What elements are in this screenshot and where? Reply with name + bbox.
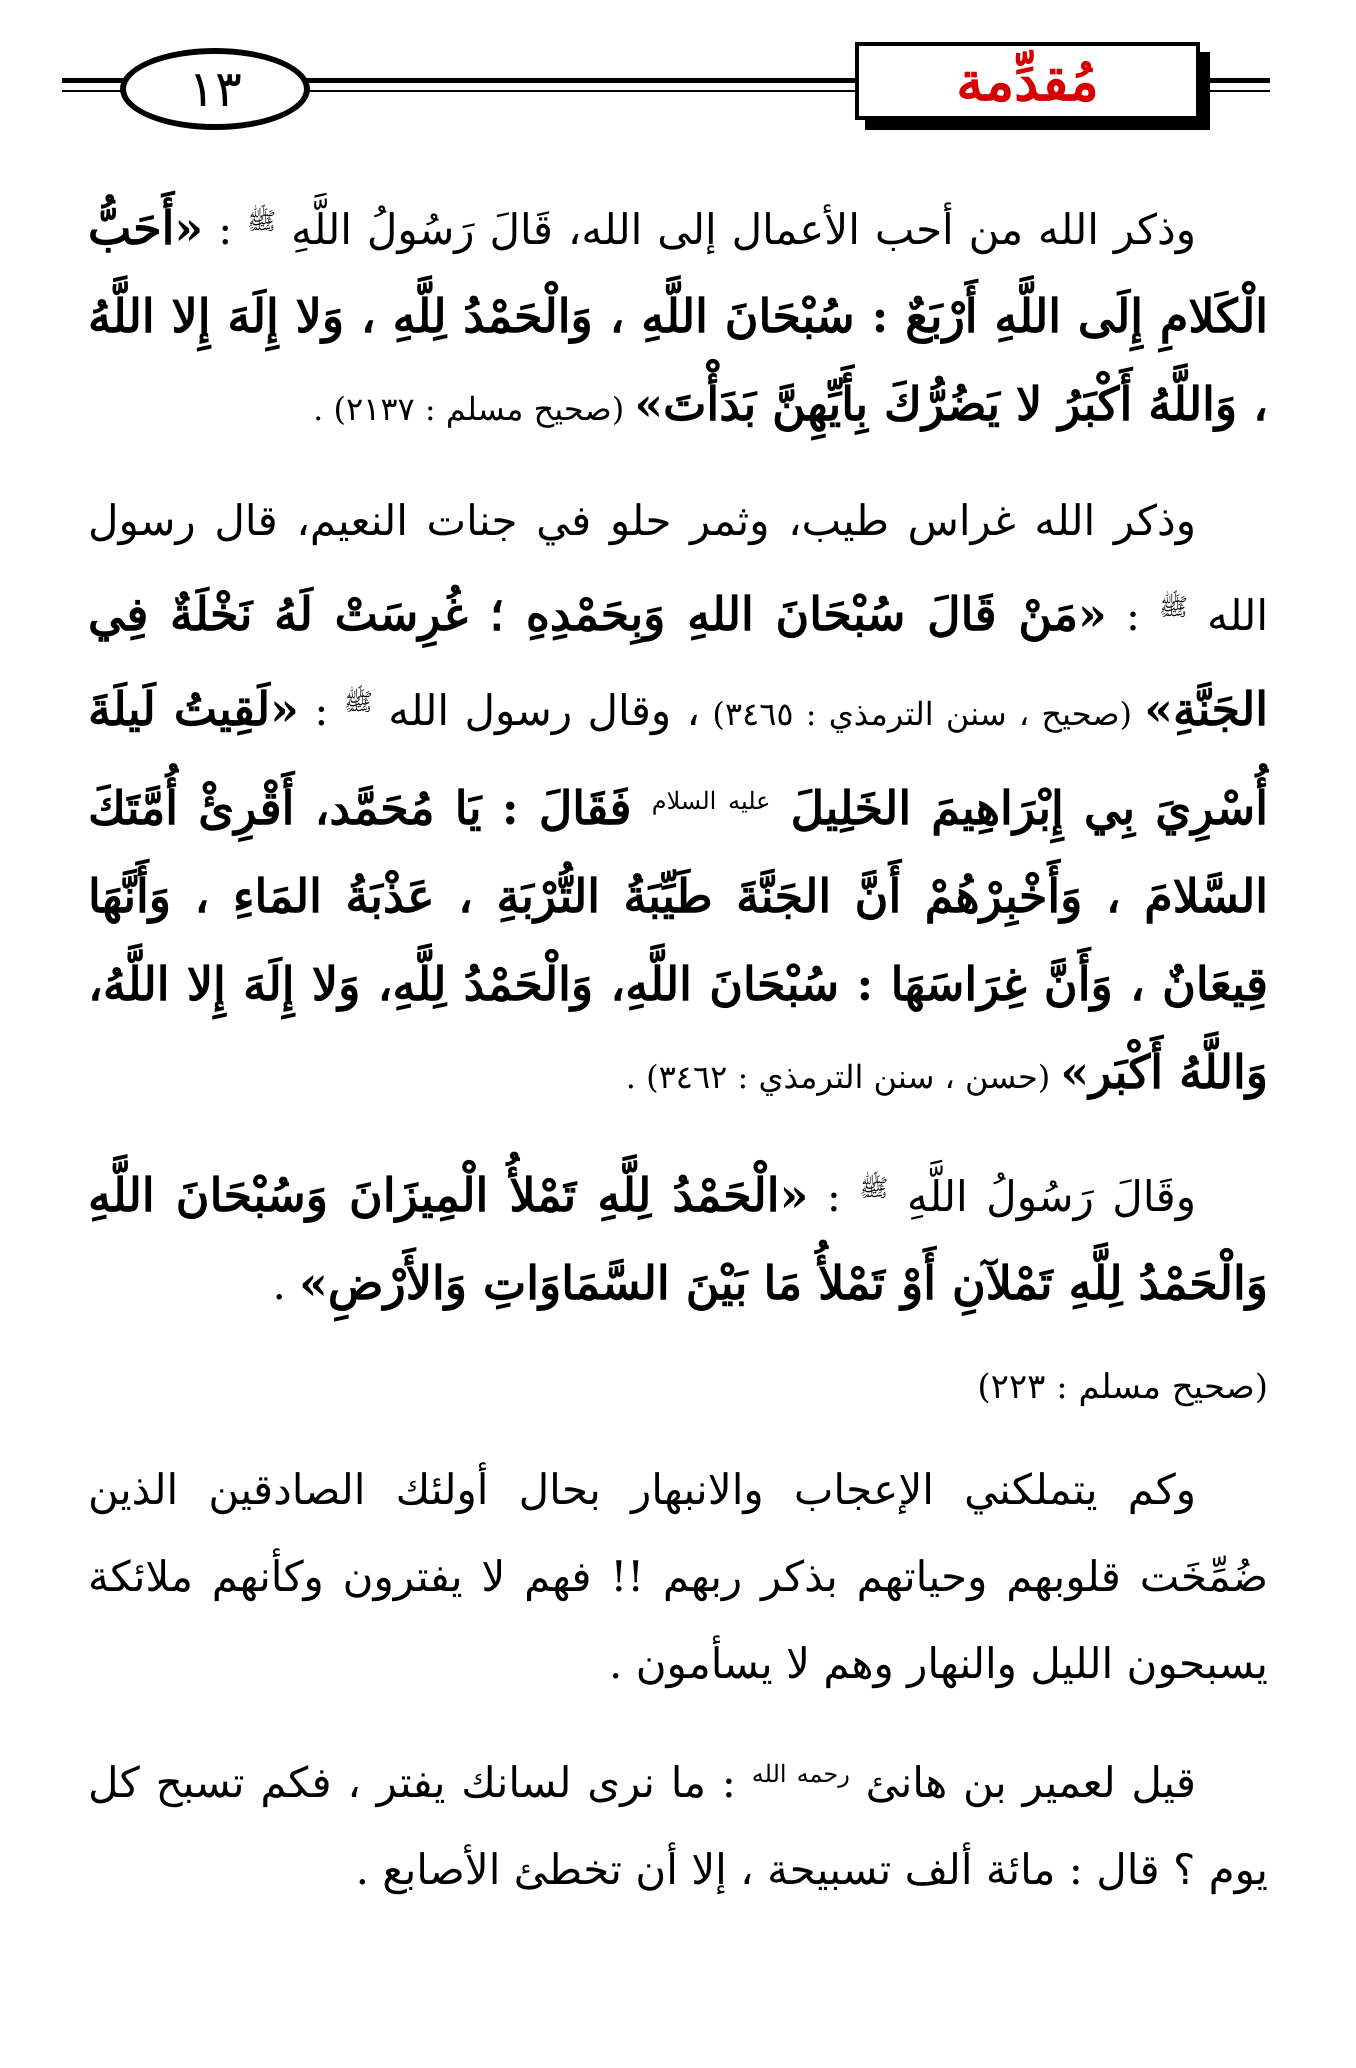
salutation-glyph: ﷺ [247, 207, 277, 235]
paragraph-3 [88, 1145, 1268, 1328]
paragraph-1-colon: : [203, 205, 248, 254]
header-rule-right-top [1200, 78, 1270, 83]
salutation-glyph: ﷺ [859, 1174, 889, 1202]
paragraph-4-text: وكم يتملكني الإعجاب والانبهار بحال أولئك الصادقين الذين ضُمِّخَت قلوبهم وحياتهم بذكر ربهم !! فهم لا يفترون وكأنهم ملائكة يسبحون الليل والنهار وهم لا يسأمون . [88, 1465, 1268, 1688]
hadith-reference: (حسن ، سنن الترمذي : ٣٤٦٢) . [625, 1058, 1061, 1096]
paragraph-1 [88, 178, 1268, 453]
paragraph-3-end: . [272, 1260, 300, 1309]
hadith-reference: (صحيح ، سنن الترمذي : ٣٤٦٥) [700, 695, 1145, 733]
paragraph-5-intro: قيل لعمير بن هانئ [849, 1758, 1196, 1807]
paragraph-2-intro: وذكر الله غراس طيب، وثمر حلو في جنات النعيم، قال رسول الله [88, 496, 1269, 640]
paragraph-2-connector: ، وقال رسول الله [372, 686, 701, 735]
page-number: ١٣ [120, 48, 310, 130]
paragraph-2 [88, 477, 1268, 1121]
hadith-text: «لَقِيتُ لَيلَةَ أُسْرِيَ بِي إِبْرَاهِيمَ الخَلِيلَ [88, 682, 1268, 835]
salutation-glyph: عليه السلام [651, 787, 771, 815]
hadith-text: «مَنْ قَالَ سُبْحَانَ اللهِ وَبِحَمْدِهِ ؛ غُرِسَتْ لَهُ نَخْلَةٌ فِي الجَنَّةِ» [88, 587, 1269, 736]
hadith-reference [88, 1352, 1268, 1422]
paragraph-3-intro: وقَالَ رَسُولُ اللَّهِ [888, 1172, 1196, 1221]
page-header [0, 0, 1356, 140]
page-body [88, 178, 1268, 1937]
paragraph-5-text: : ما نرى لسانك يفتر ، فكم تسبح كل يوم ؟ قال : مائة ألف تسبيحة ، إلا أن تخطئ الأصابع . [88, 1758, 1268, 1894]
header-rule-right-bottom [1200, 90, 1270, 92]
hadith-reference: (صحيح مسلم : ٢١٣٧) . [313, 390, 635, 428]
hadith-reference-text: (صحيح مسلم : ٢٢٣) [977, 1367, 1268, 1407]
paragraph-2-colon: : [1106, 591, 1160, 640]
hadith-text: «أَحَبُّ الْكَلامِ إِلَى اللَّهِ أَرْبَعٌ : سُبْحَانَ اللَّهِ ، وَالْحَمْدُ لِلَّهِ ، وَلا إِلَهَ إِلا اللَّهُ ، وَاللَّهُ أَكْبَرُ لا يَضُرُّكَ بِأَيِّهِنَّ بَدَأْتَ» [88, 201, 1268, 431]
paragraph-3-colon: : [808, 1172, 860, 1221]
hadith-text: «الْحَمْدُ لِلَّهِ تَمْلأُ الْمِيزَانَ وَسُبْحَانَ اللَّهِ وَالْحَمْدُ لِلَّهِ تَمْلآنِ أَوْ تَمْلأُ مَا بَيْنَ السَّمَاوَاتِ وَالأَرْضِ» [88, 1168, 1268, 1310]
invocation-glyph: رحمه الله [751, 1760, 850, 1788]
salutation-glyph: ﷺ [1159, 593, 1189, 621]
chapter-title: مُقدِّمة [855, 42, 1200, 120]
paragraph-5 [88, 1731, 1268, 1913]
salutation-glyph: ﷺ [343, 688, 373, 716]
hadith-text: فَقَالَ : يَا مُحَمَّد، أَقْرِئْ أُمَّتَكَ السَّلامَ ، وَأَخْبِرْهُمْ أَنَّ الجَنَّةَ طَيِّبَةُ التُّرْبَةِ ، عَذْبَةُ المَاءِ ، وَأَنَّهَا قِيعَانٌ ، وَأَنَّ غِرَاسَهَا : سُبْحَانَ اللَّهِ، وَالْحَمْدُ لِلَّهِ، وَلا إِلَهَ إِلا اللَّهُ، وَاللَّهُ أَكْبَر» [88, 781, 1268, 1099]
paragraph-2-colon-2: : [298, 686, 344, 735]
paragraph-4 [88, 1446, 1268, 1707]
paragraph-1-intro: وذكر الله من أحب الأعمال إلى الله، قَالَ رَسُولُ اللَّهِ [276, 205, 1196, 254]
